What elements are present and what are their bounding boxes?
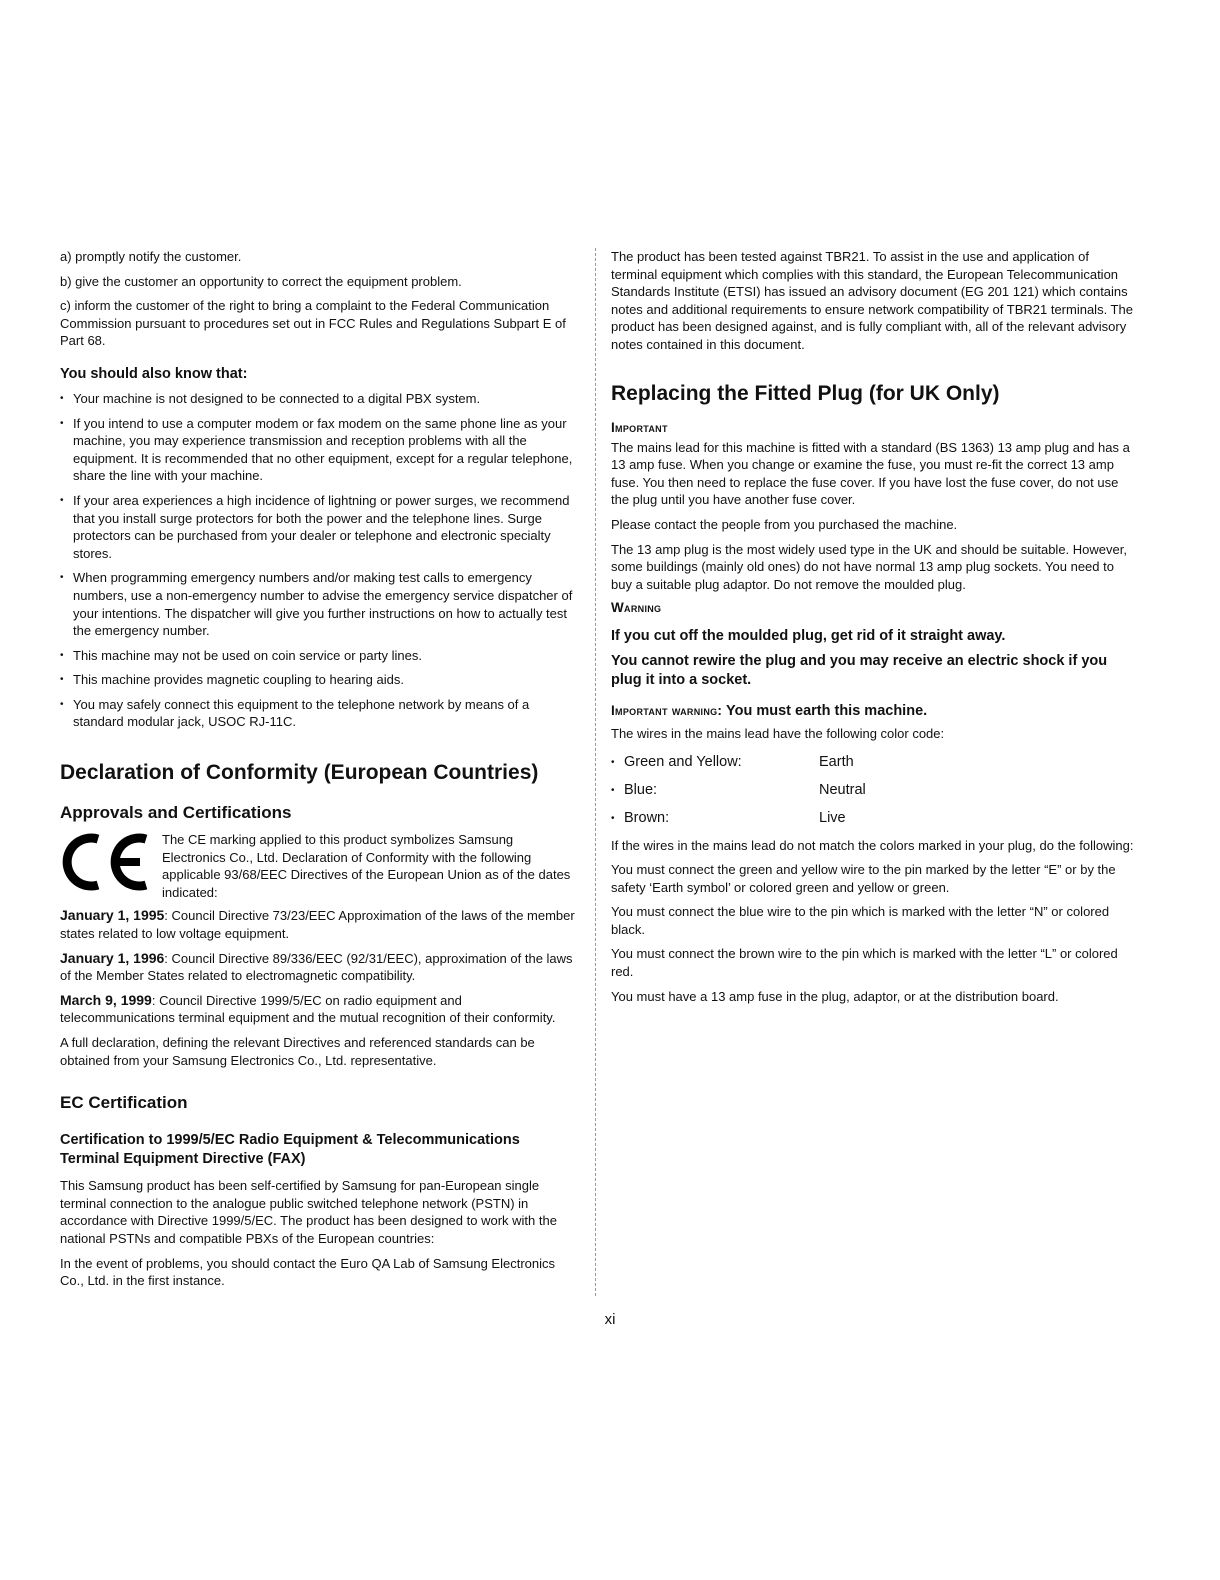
ec-heading: EC Certification bbox=[60, 1093, 188, 1113]
wires-paragraph-2: You must connect the green and yellow wire to the pin marked by the letter “E” or by the safety ‘Earth symbol’ or colored green and yellow or green. bbox=[611, 862, 1116, 895]
declaration-heading: Declaration of Conformity (European Countries) bbox=[60, 761, 539, 785]
warning-label: Warning bbox=[611, 600, 662, 616]
wire-color: • Blue: bbox=[611, 781, 819, 799]
important-paragraph-1: The mains lead for this machine is fitted with a standard (BS 1363) 13 amp plug and has a 13 amp fuse. When you change or examine the fuse, you must re-fit the correct 13 amp fuse. You then need to replace the fuse cover. If you have lost the fuse cover, do not use the plug until you have another fuse cover. bbox=[611, 439, 1130, 508]
wire-color: • Brown: bbox=[611, 809, 819, 827]
left-column bbox=[60, 248, 580, 1297]
full-declaration: A full declaration, defining the relevant Directives and referenced standards can be obtained from your Samsung Electronics Co., Ltd. representative. bbox=[60, 1035, 535, 1068]
directive-1995 bbox=[60, 907, 580, 942]
cert-paragraph-1: This Samsung product has been self-certified by Samsung for pan-European single terminal connection to the analogue public switched telephone network (PSTN) in accordance with Directive 1999/5/EC. The product has been designed to work with the national PSTNs and compatible PBXs of the European countries: bbox=[60, 1178, 557, 1246]
fcc-item-a: a) promptly notify the customer. bbox=[60, 249, 242, 264]
cert-heading: Certification to 1999/5/EC Radio Equipment & Telecommunications Terminal Equipment Directive (FAX) bbox=[60, 1132, 520, 1168]
wire-meaning: Neutral bbox=[819, 781, 866, 798]
wires-paragraph-4: You must connect the brown wire to the pin which is marked with the letter “L” or colored red. bbox=[611, 946, 1118, 980]
plug-heading: Replacing the Fitted Plug (for UK Only) bbox=[611, 381, 1000, 405]
important-paragraph-3: The 13 amp plug is the most widely used type in the UK and should be suitable. However, some buildings (mainly old ones) do not have normal 13 amp plug sockets. You need to buy a suitable plug adaptor. Do not remove the moulded plug. bbox=[611, 541, 1127, 592]
directive-1999 bbox=[60, 992, 580, 1027]
important-warning-label: Important warning: bbox=[611, 703, 723, 719]
right-column bbox=[611, 248, 1136, 1012]
column-divider bbox=[595, 248, 596, 1296]
fcc-item-b: b) give the customer an opportunity to correct the equipment problem. bbox=[60, 273, 462, 289]
list-item: • This machine may not be used on coin service or party lines. bbox=[60, 647, 580, 665]
wires-paragraph-1: If the wires in the mains lead do not match the colors marked in your plug, do the following: bbox=[611, 837, 1134, 853]
wire-color-row bbox=[611, 809, 1136, 827]
wires-intro: The wires in the mains lead have the following color code: bbox=[611, 725, 945, 741]
ce-block bbox=[60, 831, 580, 901]
list-item: • This machine provides magnetic coupling to hearing aids. bbox=[60, 671, 580, 689]
wire-meaning: Earth bbox=[819, 753, 854, 770]
warning-text-2: You cannot rewire the plug and you may receive an electric shock if you plug it into a socket. bbox=[611, 653, 1108, 689]
directive-text: : Council Directive 89/336/EEC (92/31/EEC), approximation of the laws of the Member States related to electromagnetic compatibility. bbox=[60, 950, 573, 984]
directive-1996 bbox=[60, 950, 580, 985]
important-warning-text: You must earth this machine. bbox=[722, 703, 928, 720]
wire-color: • Green and Yellow: bbox=[611, 753, 819, 771]
warning-text-1: If you cut off the moulded plug, get rid of it straight away. bbox=[611, 628, 1006, 645]
list-item: • You may safely connect this equipment to the telephone network by means of a standard modular jack, USOC RJ-11C. bbox=[60, 696, 580, 731]
directive-date: March 9, 1999 bbox=[60, 991, 152, 1008]
tbr-paragraph: The product has been tested against TBR21. To assist in the use and application of terminal equipment which complies with this standard, the European Telecommunication Standards Institute (ETSI) has issued an advisory document (EG 201 121) which contains notes and additional requirements to ensure network compatibility of TBR21 terminals. The product has been designed against, and is fully compliant with, all of the relevant advisory notes contained in this document. bbox=[611, 249, 1133, 352]
approvals-heading: Approvals and Certifications bbox=[60, 803, 292, 823]
wire-color-row bbox=[611, 781, 1136, 799]
directive-date: January 1, 1996 bbox=[60, 949, 165, 966]
important-warning bbox=[611, 702, 1136, 721]
directive-text: : Council Directive 1999/5/EC on radio equipment and telecommunications terminal equipment and the mutual recognition of their conformity. bbox=[60, 992, 556, 1026]
wires-paragraph-5: You must have a 13 amp fuse in the plug, adaptor, or at the distribution board. bbox=[611, 988, 1059, 1004]
list-item: • If you intend to use a computer modem or fax modem on the same phone line as your machine, you may experience transmission and reception problems with all the equipment. It is recommended that no other equipment, except for a regular telephone, share the line with your machine. bbox=[60, 415, 580, 485]
know-list bbox=[60, 390, 580, 731]
wire-meaning: Live bbox=[819, 809, 846, 826]
page-number: xi bbox=[604, 1311, 616, 1328]
important-label: Important bbox=[611, 419, 668, 435]
list-item: • When programming emergency numbers and/or making test calls to emergency numbers, use a non-emergency number to advise the emergency service dispatcher of your intentions. The dispatcher will give you further instructions on how to actually test the emergency number. bbox=[60, 569, 580, 639]
fcc-item-c: c) inform the customer of the right to bring a complaint to the Federal Communication Commission pursuant to procedures set out in FCC Rules and Regulations Subpart E of Part 68. bbox=[60, 298, 566, 349]
ce-text: The CE marking applied to this product symbolizes Samsung Electronics Co., Ltd. Declaration of Conformity with the following applicable 93/68/EEC Directives of the European Union as of the dates indicated: bbox=[162, 832, 571, 900]
know-heading: You should also know that: bbox=[60, 365, 248, 382]
list-item: • Your machine is not designed to be connected to a digital PBX system. bbox=[60, 390, 580, 408]
wires-paragraph-3: You must connect the blue wire to the pin which is marked with the letter “N” or colored black. bbox=[611, 904, 1110, 937]
list-item: • If your area experiences a high incidence of lightning or power surges, we recommend that you install surge protectors for both the power and the telephone lines. Surge protectors can be purchased from your dealer or telephone and electronic specialty stores. bbox=[60, 492, 580, 562]
cert-paragraph-2: In the event of problems, you should contact the Euro QA Lab of Samsung Electronics Co., Ltd. in the first instance. bbox=[60, 1255, 556, 1289]
important-paragraph-2: Please contact the people from you purchased the machine. bbox=[611, 516, 958, 532]
directive-text: : Council Directive 73/23/EEC Approximation of the laws of the member states related to low voltage equipment. bbox=[60, 908, 575, 942]
ce-mark-icon bbox=[60, 831, 152, 893]
wire-color-row bbox=[611, 753, 1136, 771]
directive-date: January 1, 1995 bbox=[60, 907, 165, 924]
